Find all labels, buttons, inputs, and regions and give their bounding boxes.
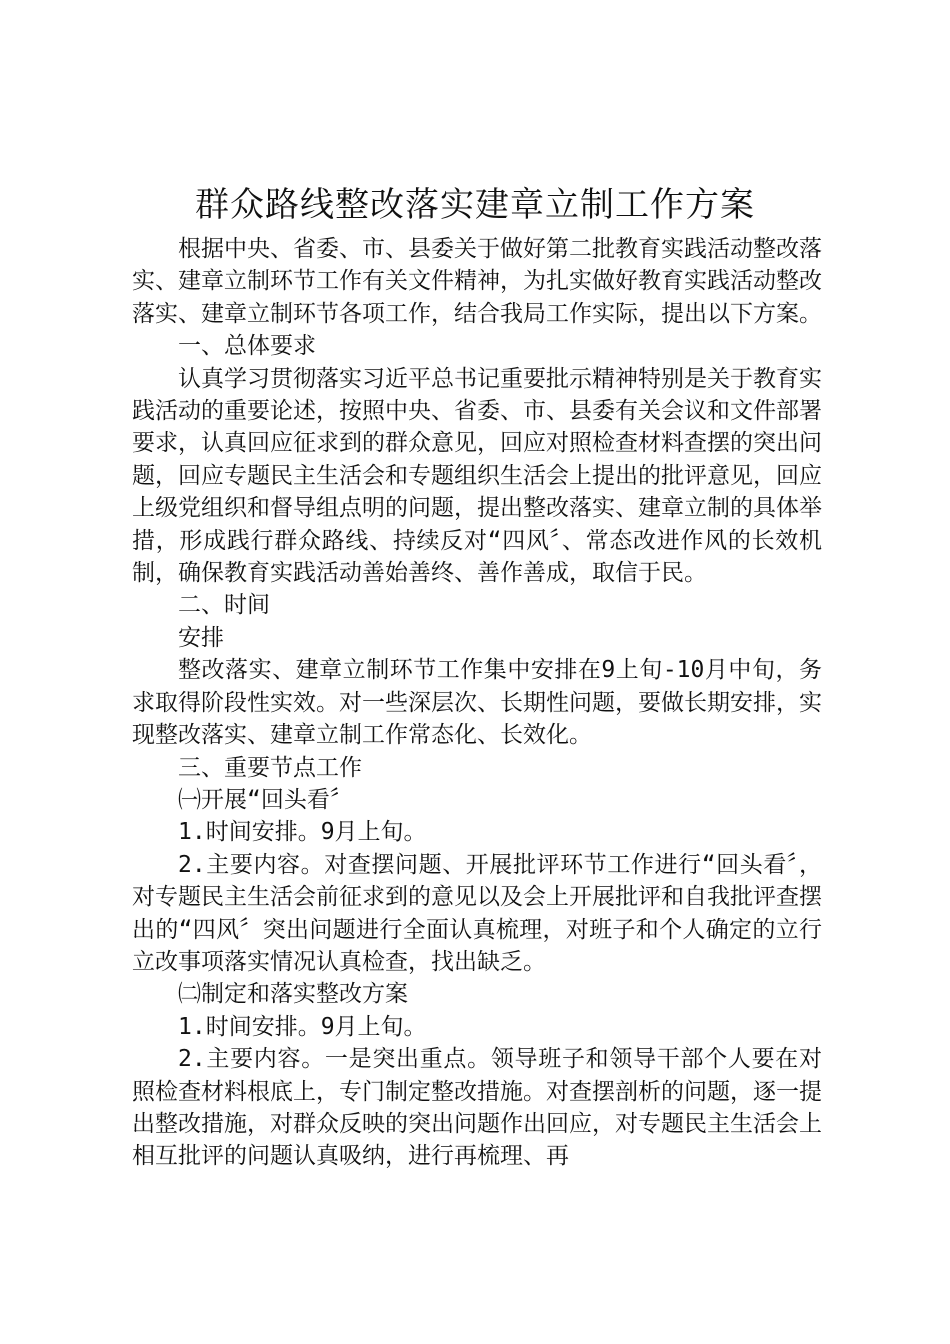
paragraph-review-content: 2.主要内容。对查摆问题、开展批评环节工作进行“回头看〞，对专题民主生活会前征求到的意见以及会上开展批评和自我批评查摆出的“四风〞突出问题进行全面认真梳理，对班子和个人确定的立行立改事项落实情况认真检查，找出缺乏。 xyxy=(132,851,822,975)
heading-general-requirements: 一、总体要求 xyxy=(178,333,316,360)
paragraph-review-time: 1.时间安排。9月上旬。 xyxy=(178,819,427,846)
heading-time: 二、时间 xyxy=(178,592,270,619)
paragraph-plan-time: 1.时间安排。9月上旬。 xyxy=(178,1013,427,1040)
subheading-review: ㈠开展“回头看〞 xyxy=(178,786,353,813)
paragraph-intro: 根据中央、省委、市、县委关于做好第二批教育实践活动整改落实、建章立制环节工作有关文件精神，为扎实做好教育实践活动整改落实、建章立制环节各项工作，结合我局工作实际，提出以下方案。 xyxy=(132,236,822,327)
paragraph-plan-content: 2.主要内容。一是突出重点。领导班子和领导干部个人要在对照检查材料根底上，专门制定整改措施。对查摆剖析的问题，逐一提出整改措施，对群众反映的突出问题作出回应，对专题民主生活会上相互批评的问题认真吸纳，进行再梳理、再 xyxy=(132,1046,822,1170)
document-body xyxy=(132,233,822,1173)
paragraph-time-arrangement: 整改落实、建章立制环节工作集中安排在9上旬-10月中旬，务求取得阶段性实效。对一些深层次、长期性问题，要做长期安排，实现整改落实、建章立制工作常态化、长效化。 xyxy=(132,657,822,749)
subheading-rectification-plan: ㈡制定和落实整改方案 xyxy=(178,981,408,1008)
heading-key-work: 三、重要节点工作 xyxy=(178,754,362,781)
heading-time-arrangement: 安排 xyxy=(178,624,224,651)
paragraph-general-requirements: 认真学习贯彻落实习近平总书记重要批示精神特别是关于教育实践活动的重要论述，按照中央、省委、市、县委有关会议和文件部署要求，认真回应征求到的群众意见，回应对照检查材料查摆的突出问题，回应专题民主生活会和专题组织生活会上提出的批评意见，回应上级党组织和督导组点明的问题，提出整改落实、建章立制的具体举措，形成践行群众路线、持续反对“四风〞、常态改进作风的长效机制，确保教育实践活动善始善终、善作善成，取信于民。 xyxy=(132,365,822,587)
document-title: 群众路线整改落实建章立制工作方案 xyxy=(195,185,755,225)
